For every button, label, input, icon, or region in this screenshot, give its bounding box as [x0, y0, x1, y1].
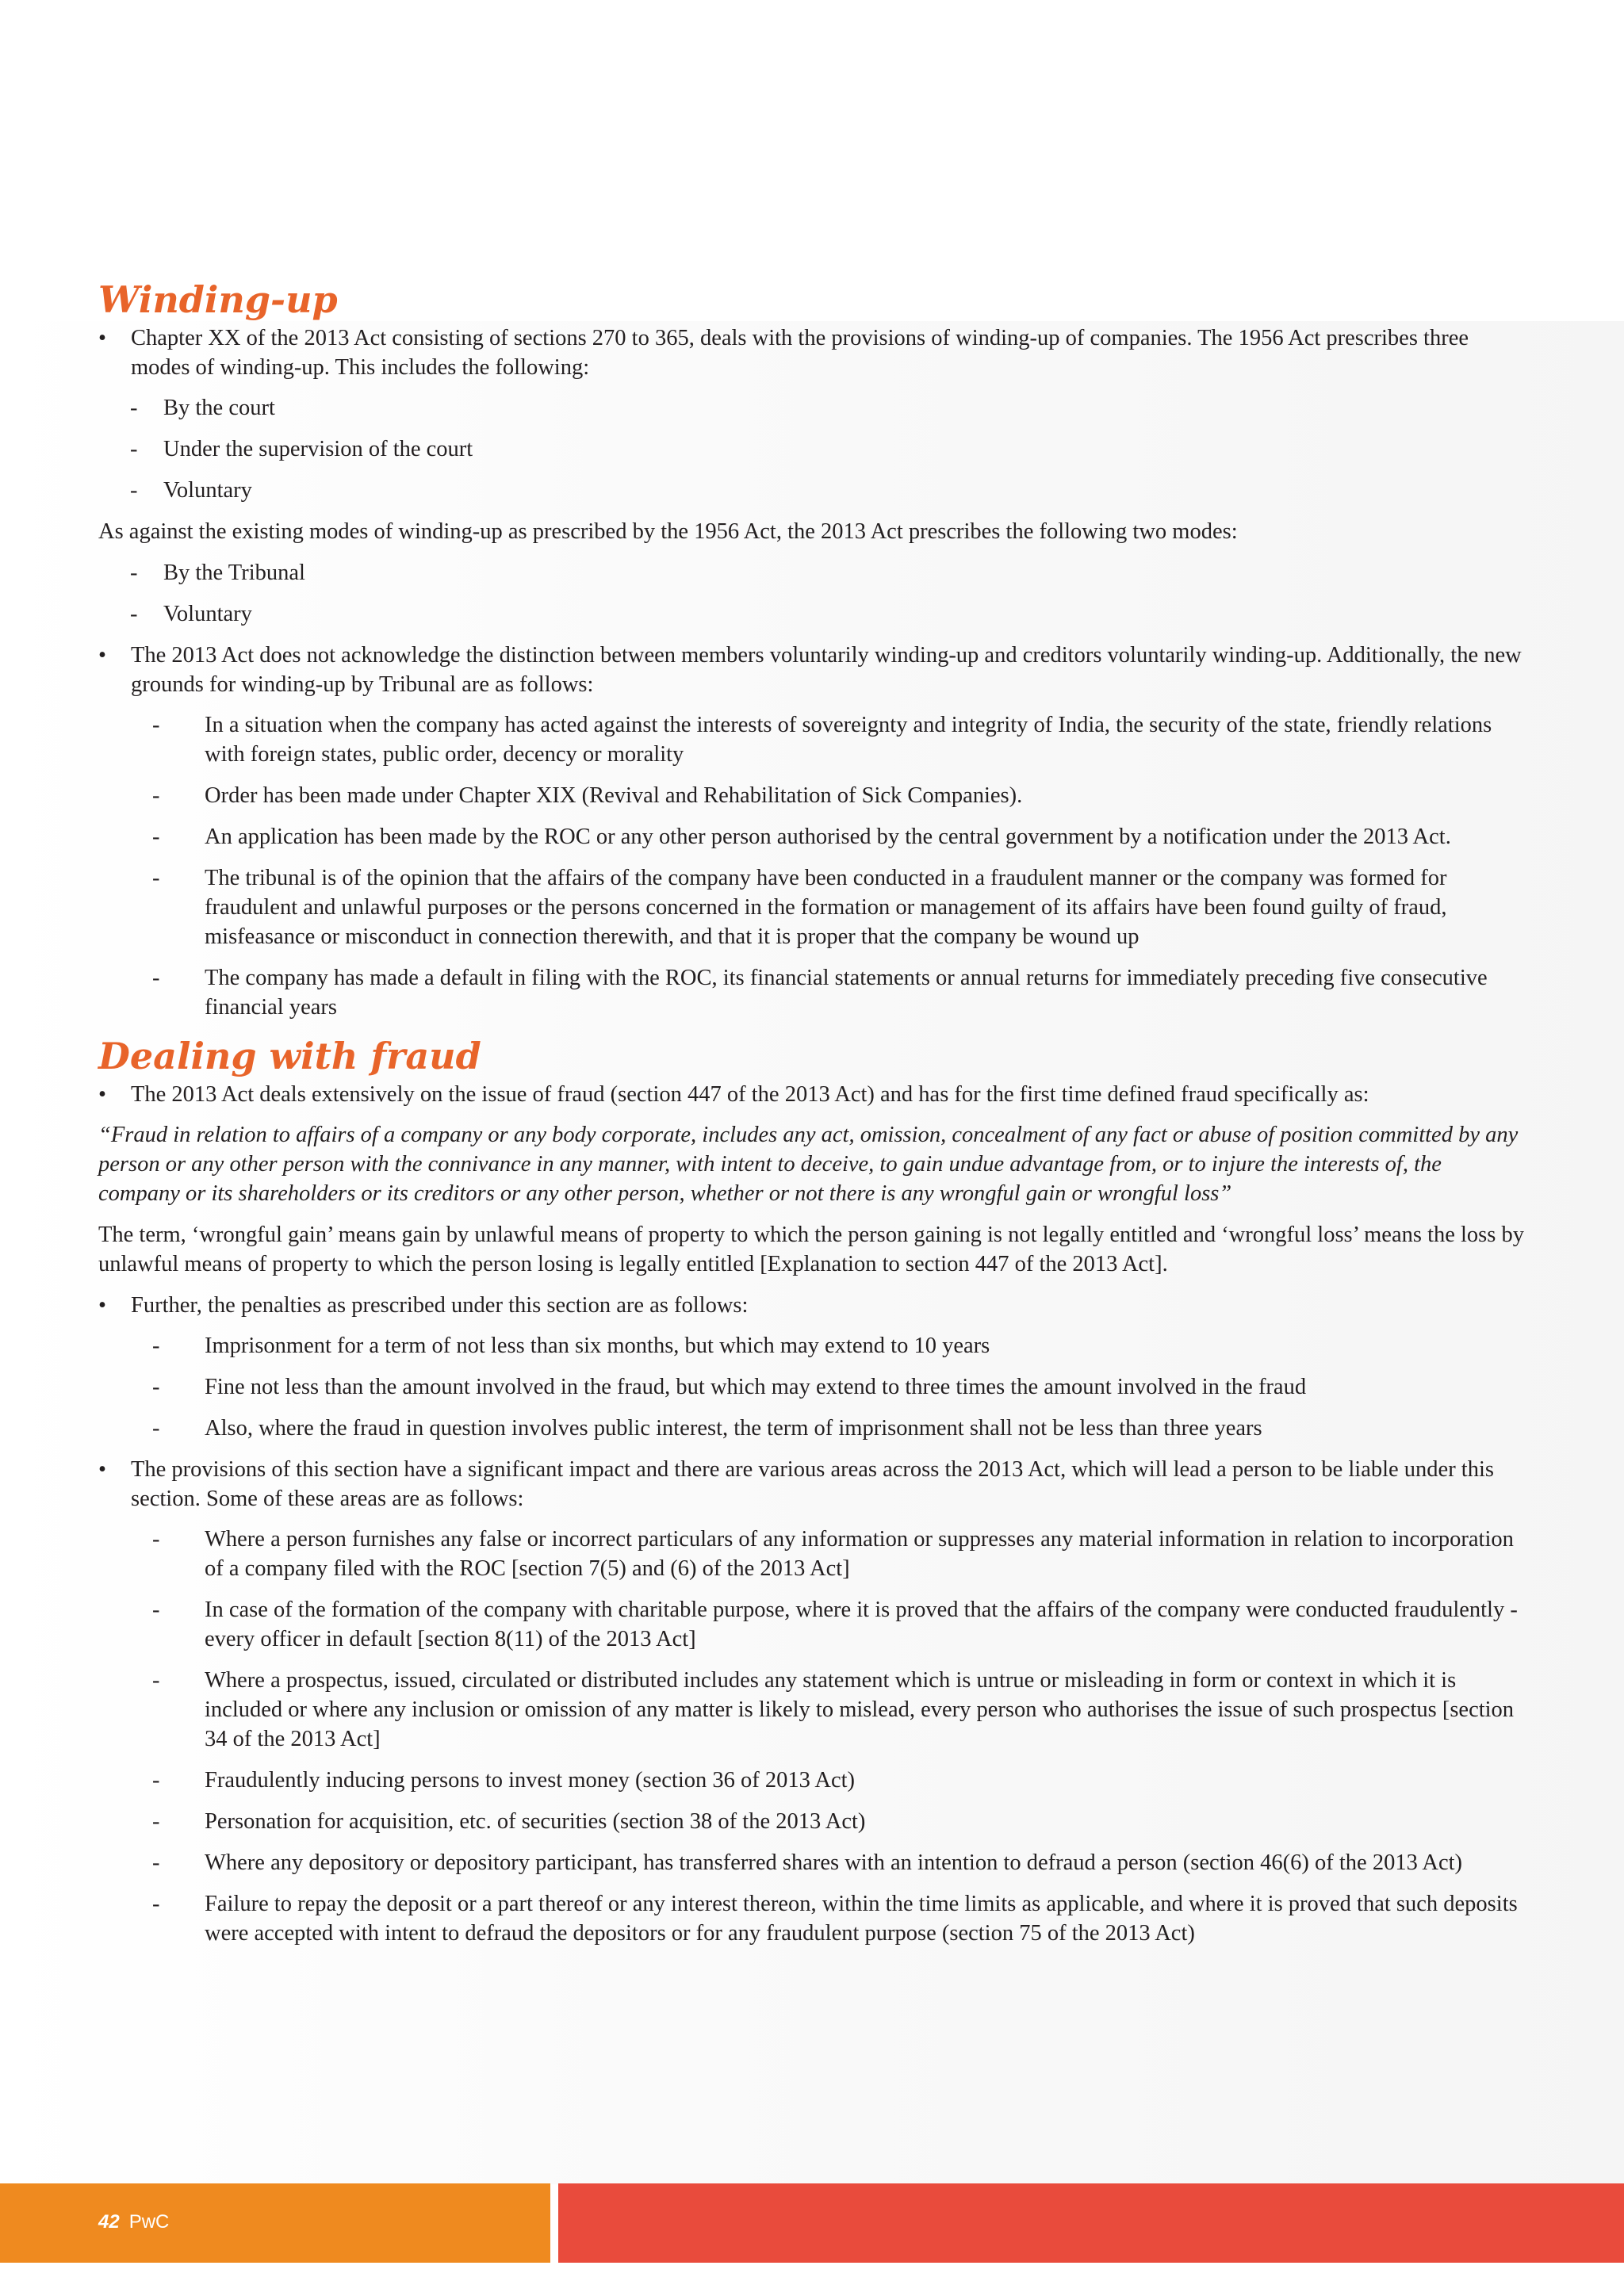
dash-marker: -	[130, 396, 138, 420]
dash-text: In case of the formation of the company with charitable purpose, where it is proved that the affairs of the company were conducted fraudulently - every officer in default [section 8(11) of the 2013 Act]	[205, 1598, 1518, 1651]
dash-text: Where a person furnishes any false or incorrect particulars of any information or suppresses any material information in relation to incorporation of a company filed with the ROC [section 7(5) and (6) of the 2013 Act]	[205, 1527, 1514, 1581]
fraud-definition-quote: “Fraud in relation to affairs of a company or any body corporate, includes any act, omission, concealment of any fact or abuse of position committed by any person or any other person with the connivance in any manner, with intent to deceive, to gain undue advantage from, or to injure the interests of, the company or its shareholders or its creditors or any other person, whether or not there is any wrongful gain or wrongful loss”	[98, 1123, 1519, 1206]
dash-item	[98, 1807, 1526, 1836]
dash-item	[98, 1372, 1526, 1402]
dash-marker: -	[130, 478, 138, 503]
bullet-item	[98, 1455, 1526, 1513]
bullet-item	[98, 1291, 1526, 1320]
dash-item	[98, 710, 1526, 769]
dash-text: By the Tribunal	[163, 561, 305, 585]
paragraph: The term, ‘wrongful gain’ means gain by unlawful means of property to which the person gaining is not legally entitled and ‘wrongful loss’ means the loss by unlawful means of property to which the person losing is legally entitled [Explanation to section 447 of the 2013 Act].	[98, 1223, 1524, 1276]
dash-text: Imprisonment for a term of not less than six months, but which may extend to 10 years	[205, 1334, 990, 1358]
dash-text: Where a prospectus, issued, circulated or distributed includes any statement which is untrue or misleading in form or context in which it is included or where any inclusion or omission of any matter is likely to mislead, every person who authorises the issue of such prospectus [section 34 of the 2013 Act]	[205, 1668, 1515, 1751]
bullet-marker: •	[98, 326, 106, 350]
dash-item	[98, 558, 1526, 587]
dash-item	[98, 434, 1526, 464]
dash-marker: -	[152, 1527, 160, 1552]
dash-item	[98, 863, 1526, 951]
bullet-marker: •	[98, 1293, 106, 1318]
dash-item	[98, 822, 1526, 851]
dash-text: By the court	[163, 396, 275, 420]
dash-text: Personation for acquisition, etc. of securities (section 38 of the 2013 Act)	[205, 1809, 866, 1834]
dash-item	[98, 781, 1526, 810]
bullet-item	[98, 323, 1526, 382]
dash-marker: -	[152, 1668, 160, 1693]
dash-marker: -	[152, 825, 160, 849]
dash-item	[98, 1331, 1526, 1360]
brand-name: PwC	[128, 2211, 170, 2233]
dash-item	[98, 963, 1526, 1022]
section-heading-winding-up: Winding-up	[98, 278, 338, 321]
dash-marker: -	[152, 1768, 160, 1793]
dash-marker: -	[152, 713, 160, 737]
dash-marker: -	[152, 1416, 160, 1441]
page-content	[98, 277, 1526, 1960]
dash-marker: -	[152, 783, 160, 808]
dash-marker: -	[152, 1850, 160, 1875]
bullet-marker: •	[98, 643, 106, 668]
dash-marker: -	[152, 966, 160, 990]
dash-item	[98, 1848, 1526, 1877]
dash-item	[98, 476, 1526, 505]
bullet-item	[98, 1080, 1526, 1109]
dash-text: In a situation when the company has acted against the interests of sovereignty and integrity of India, the security of the state, friendly relations with foreign states, public order, decency or morality	[205, 713, 1492, 767]
bullet-text: The 2013 Act does not acknowledge the distinction between members voluntarily winding-up and creditors voluntarily winding-up. Additionally, the new grounds for winding-up by Tribunal are as follows:	[131, 643, 1522, 697]
bullet-text: Chapter XX of the 2013 Act consisting of sections 270 to 365, deals with the provisions of winding-up of companies. The 1956 Act prescribes three modes of winding-up. This includes the following:	[131, 326, 1469, 380]
bullet-item	[98, 641, 1526, 699]
footer-bar-red	[558, 2183, 1624, 2263]
dash-text: Order has been made under Chapter XIX (Revival and Rehabilitation of Sick Companies).	[205, 783, 1023, 808]
dash-text: Also, where the fraud in question involves public interest, the term of imprisonment shall not be less than three years	[205, 1416, 1262, 1441]
dash-marker: -	[152, 1892, 160, 1916]
dash-item	[98, 1666, 1526, 1754]
page-footer	[98, 2210, 169, 2234]
dash-marker: -	[130, 602, 138, 626]
dash-text: The company has made a default in filing with the ROC, its financial statements or annual returns for immediately preceding five consecutive financial years	[205, 966, 1488, 1020]
dash-item	[98, 1766, 1526, 1795]
dash-marker: -	[152, 1598, 160, 1622]
bullet-marker: •	[98, 1457, 106, 1482]
bullet-marker: •	[98, 1082, 106, 1107]
dash-text: Failure to repay the deposit or a part thereof or any interest thereon, within the time limits as applicable, and where it is proved that such deposits were accepted with intent to defraud the depositors or for any fraudulent purpose (section 75 of the 2013 Act)	[205, 1892, 1518, 1946]
dash-item	[98, 599, 1526, 629]
dash-marker: -	[152, 1375, 160, 1399]
section-heading-dealing-with-fraud: Dealing with fraud	[98, 1035, 481, 1077]
dash-text: Where any depository or depository participant, has transferred shares with an intention to defraud a person (section 46(6) of the 2013 Act)	[205, 1850, 1463, 1875]
bullet-text: Further, the penalties as prescribed under this section are as follows:	[131, 1293, 749, 1318]
dash-text: The tribunal is of the opinion that the affairs of the company have been conducted in a fraudulent manner or the company was formed for fraudulent and unlawful purposes or the persons concerned in the formation or management of its affairs have been found guilty of fraud, misfeasance or misconduct in connection therewith, and that it is proper that the company be wound up	[205, 866, 1447, 949]
dash-text: Fraudulently inducing persons to invest money (section 36 of 2013 Act)	[205, 1768, 856, 1793]
dash-item	[98, 1525, 1526, 1583]
footer-bar-orange	[0, 2183, 550, 2263]
dash-item	[98, 1595, 1526, 1654]
dash-marker: -	[130, 437, 138, 461]
dash-text: An application has been made by the ROC or any other person authorised by the central government by a notification under the 2013 Act.	[205, 825, 1451, 849]
dash-item	[98, 393, 1526, 423]
dash-text: Fine not less than the amount involved in the fraud, but which may extend to three times the amount involved in the fraud	[205, 1375, 1307, 1399]
dash-marker: -	[152, 1334, 160, 1358]
bullet-text: The 2013 Act deals extensively on the issue of fraud (section 447 of the 2013 Act) and has for the first time defined fraud specifically as:	[131, 1082, 1369, 1107]
dash-text: Voluntary	[163, 602, 252, 626]
dash-marker: -	[130, 561, 138, 585]
bullet-text: The provisions of this section have a significant impact and there are various areas across the 2013 Act, which will lead a person to be liable under this section. Some of these areas are as follows:	[131, 1457, 1494, 1511]
dash-item	[98, 1889, 1526, 1948]
dash-text: Voluntary	[163, 478, 252, 503]
dash-text: Under the supervision of the court	[163, 437, 473, 461]
paragraph: As against the existing modes of winding-up as prescribed by the 1956 Act, the 2013 Act prescribes the following two modes:	[98, 519, 1238, 544]
dash-marker: -	[152, 866, 160, 890]
page-number: 42	[98, 2211, 120, 2233]
dash-marker: -	[152, 1809, 160, 1834]
dash-item	[98, 1414, 1526, 1443]
